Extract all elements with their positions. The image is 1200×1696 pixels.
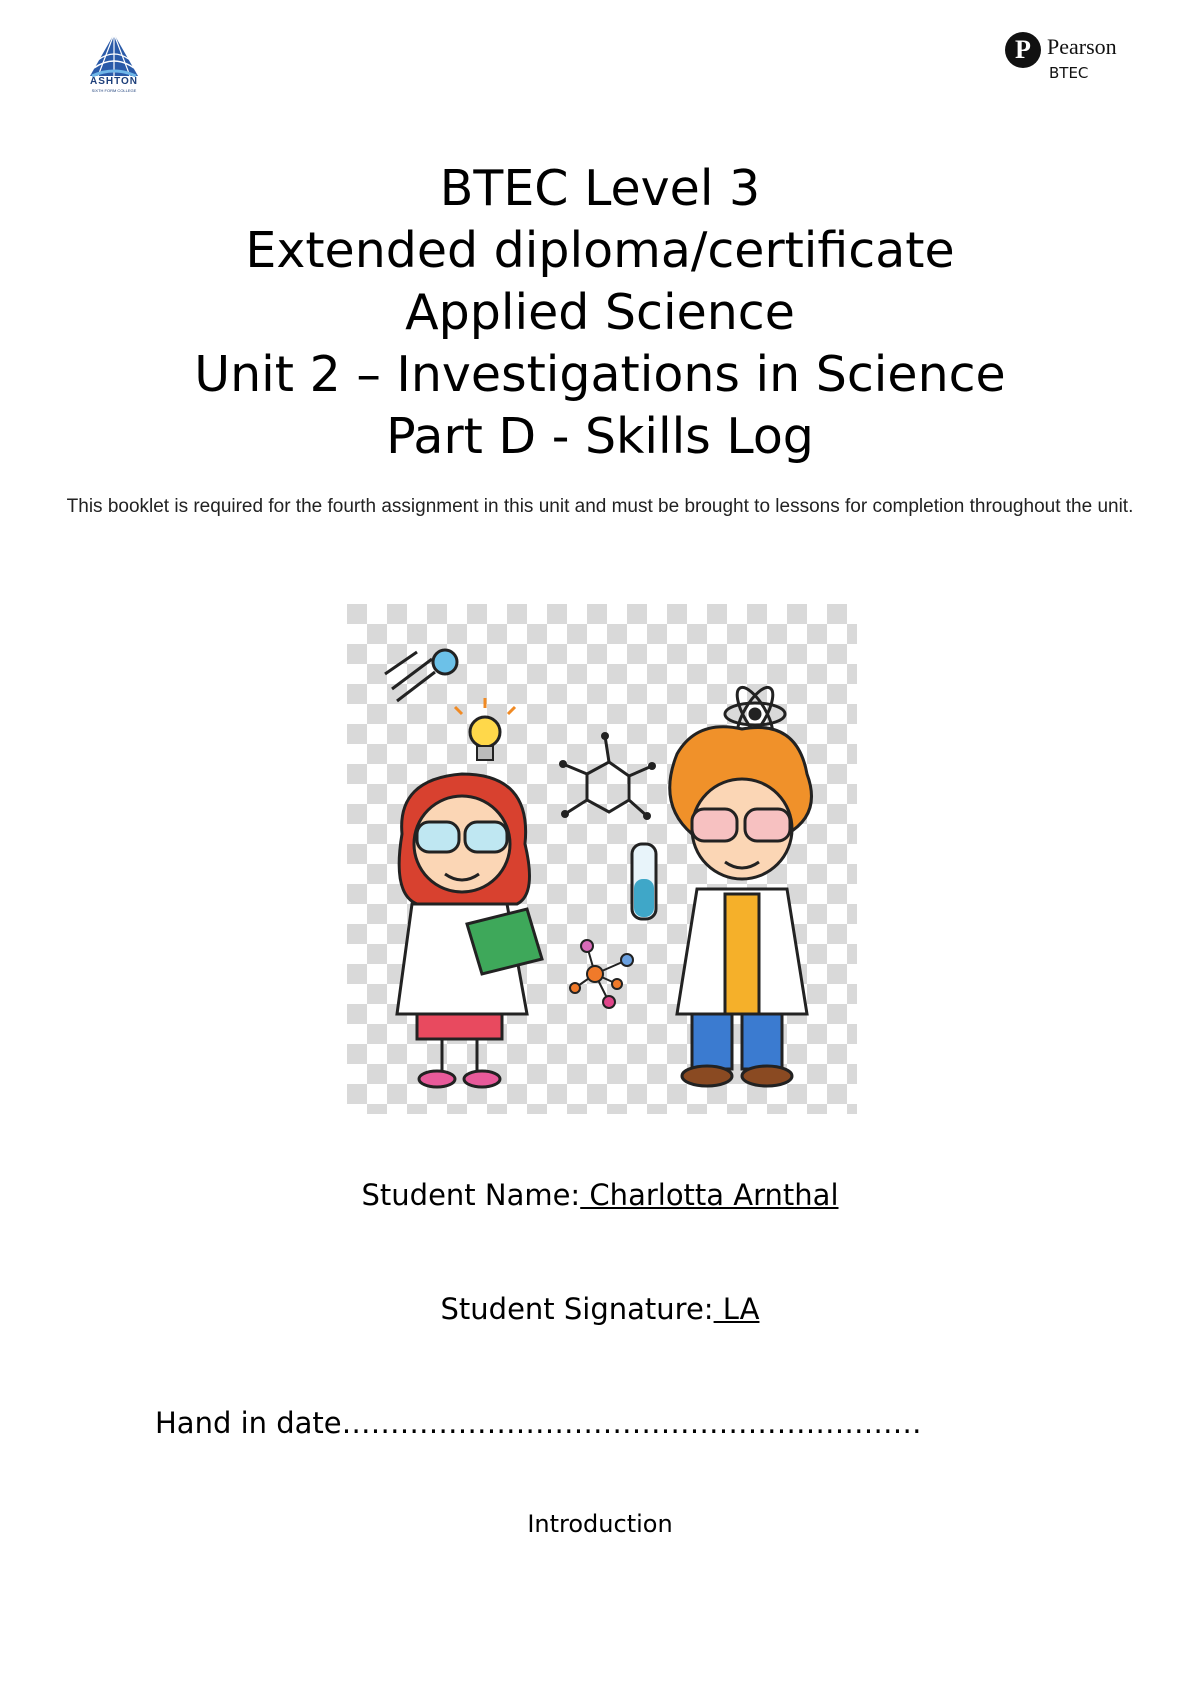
student-name-label: Student Name: (361, 1178, 581, 1212)
document-title (0, 158, 1200, 468)
title-line: Applied Science (405, 284, 795, 341)
pearson-mark: P (1005, 32, 1041, 68)
title-line: BTEC Level 3 (439, 160, 761, 217)
student-signature-field (0, 1292, 1200, 1326)
pearson-brand: Pearson (1047, 34, 1117, 59)
student-signature-value: LA (713, 1292, 760, 1326)
student-signature-label: Student Signature: (440, 1292, 714, 1326)
booklet-description: This booklet is required for the fourth assignment in this unit and must be brought to lessons for completion throughout the unit. (66, 496, 1134, 517)
hand-in-date-field (155, 1406, 922, 1440)
hand-in-date-label: Hand in date…………………………………………………… (155, 1406, 922, 1440)
title-line: Extended diploma/certificate (245, 222, 955, 279)
scientists-illustration (347, 604, 857, 1114)
student-name-field (0, 1178, 1200, 1212)
ashton-logo-text: ASHTON (89, 76, 139, 87)
ashton-logo-subtext: SIXTH FORM COLLEGE (91, 88, 137, 93)
title-line: Part D - Skills Log (386, 408, 814, 465)
introduction-heading: Introduction (527, 1510, 673, 1538)
student-name-value: Charlotta Arnthal (580, 1178, 839, 1212)
pearson-logo-icon (1005, 32, 1145, 86)
title-line: Unit 2 – Investigations in Science (194, 346, 1006, 403)
pearson-btec-label: BTEC (1049, 64, 1089, 82)
